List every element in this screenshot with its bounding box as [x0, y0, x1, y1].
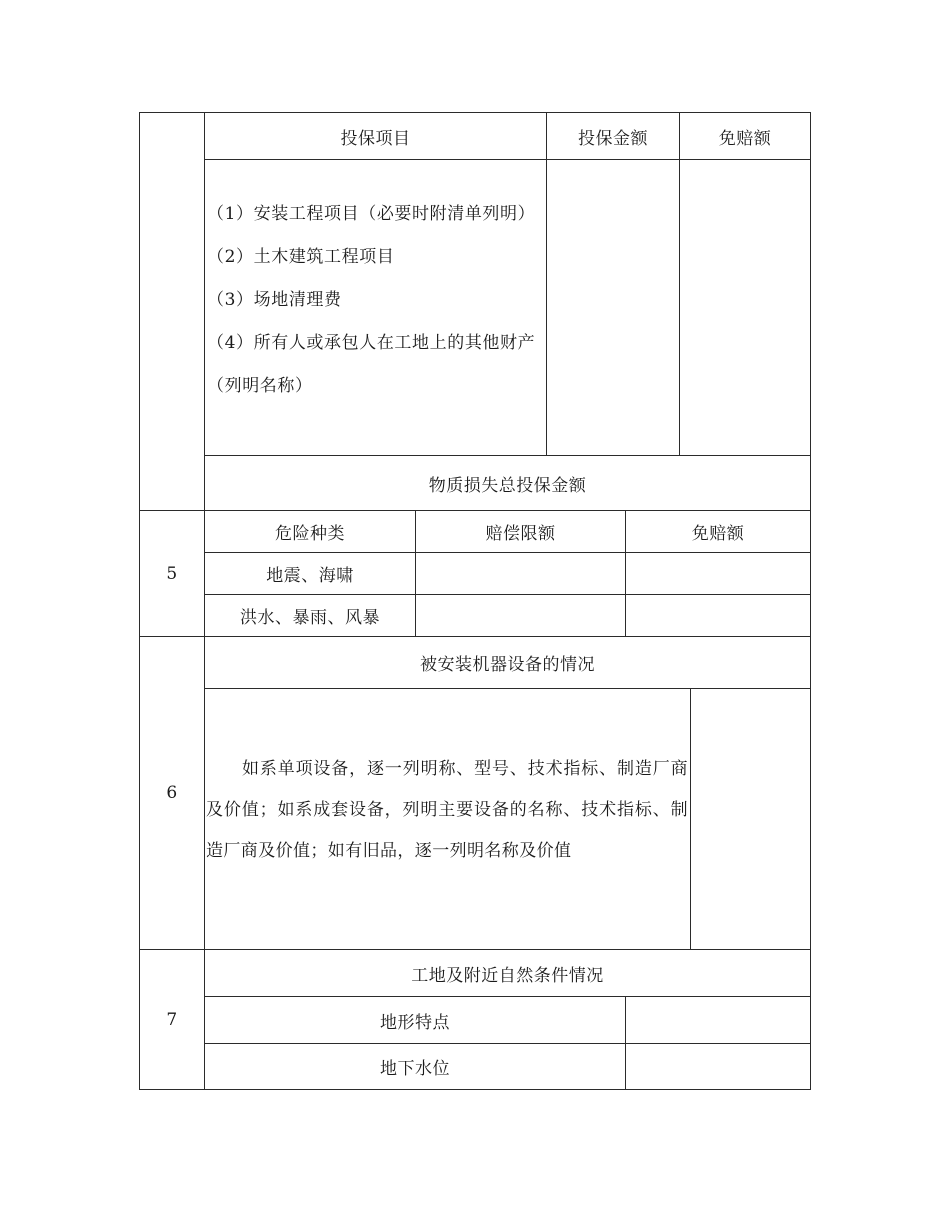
insured-amount-cell[interactable]	[547, 160, 679, 455]
total-insured-amount-label: 物质损失总投保金额	[428, 475, 587, 496]
header-risk-type: 危险种类	[275, 524, 345, 544]
table-border-right	[810, 112, 811, 1090]
insured-items-list	[207, 193, 545, 408]
limit-cell[interactable]	[416, 595, 625, 636]
section-number: 5	[166, 563, 178, 584]
list-item: （2）土木建筑工程项目	[207, 247, 395, 267]
risk-flood-rainstorm-storm: 洪水、暴雨、风暴	[240, 608, 380, 628]
risk-earthquake-tsunami: 地震、海啸	[266, 566, 354, 586]
header-compensation-limit: 赔偿限额	[485, 524, 556, 544]
limit-cell[interactable]	[416, 553, 625, 594]
terrain-features-label: 地形特点	[380, 1012, 450, 1033]
deductible-cell[interactable]	[680, 160, 810, 455]
groundwater-level-value[interactable]	[626, 1044, 810, 1089]
list-item: （3）场地清理费	[207, 290, 342, 310]
header-insured-amount: 投保金额	[578, 128, 648, 149]
list-item: （4）所有人或承包人在工地上的其他财产（列明名称）	[207, 333, 536, 396]
list-item: （1）安装工程项目（必要时附清单列明）	[207, 204, 536, 224]
equipment-description: 如系单项设备，逐一列明称、型号、技术指标、制造厂商及价值；如系成套设备，列明主要设备的名称、技术指标、制造厂商及价值；如有旧品，逐一列明名称及价值	[206, 759, 688, 861]
table-border-bottom	[139, 1089, 811, 1090]
header-deductible: 免赔额	[691, 524, 745, 544]
deductible-cell[interactable]	[626, 553, 810, 594]
terrain-features-value[interactable]	[626, 997, 810, 1043]
equipment-section-title: 被安装机器设备的情况	[420, 655, 595, 675]
header-insured-item: 投保项目	[340, 128, 411, 149]
site-conditions-title: 工地及附近自然条件情况	[411, 965, 604, 986]
deductible-cell[interactable]	[626, 595, 810, 636]
section-number: 7	[166, 1009, 178, 1030]
groundwater-level-label: 地下水位	[380, 1059, 450, 1079]
section-number: 6	[166, 783, 178, 803]
equipment-notes-cell[interactable]	[691, 689, 810, 949]
header-deductible: 免赔额	[718, 128, 772, 149]
